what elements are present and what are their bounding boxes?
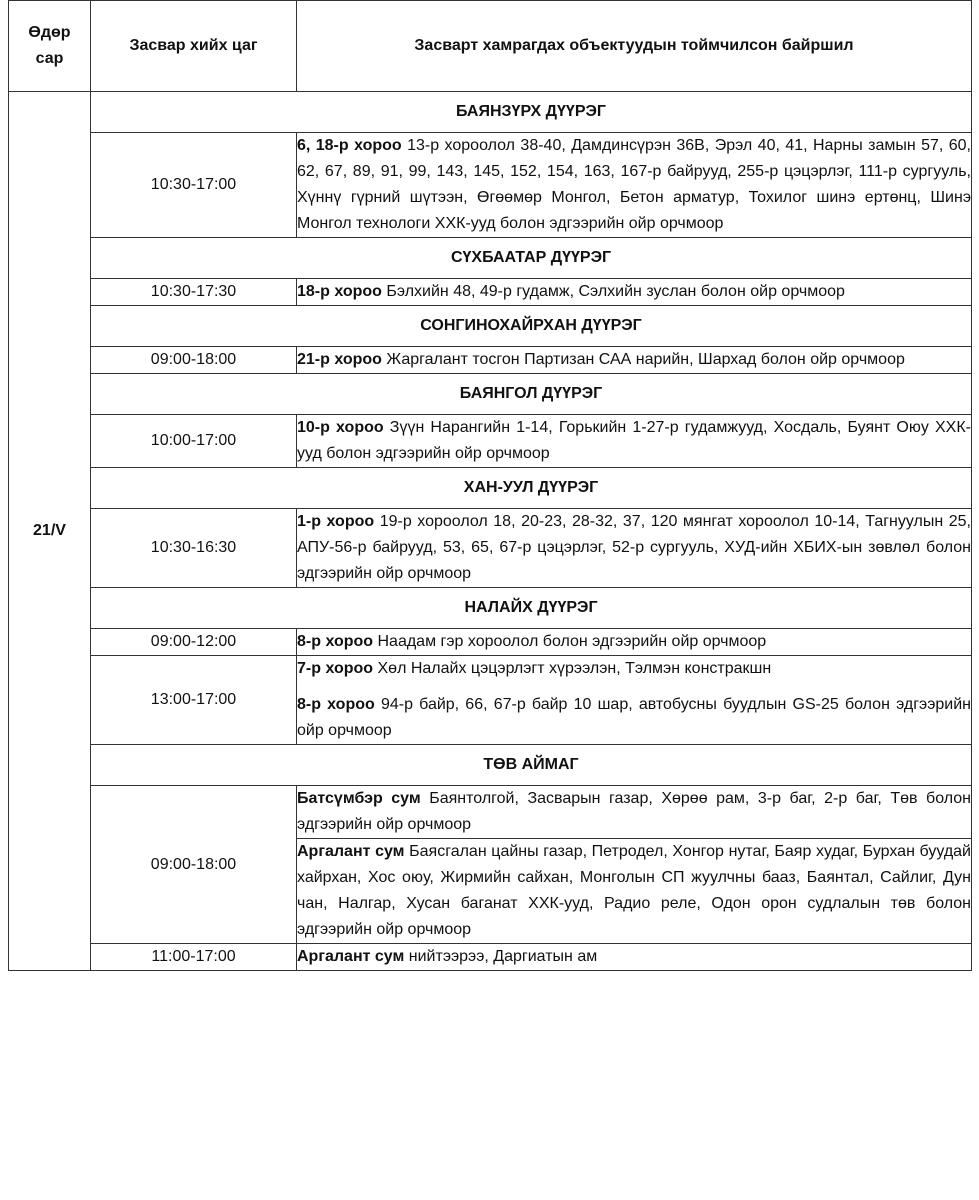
district-row — [9, 374, 972, 415]
district-name: НАЛАЙХ ДҮҮРЭГ — [91, 588, 972, 629]
location-paragraph — [297, 786, 971, 838]
khoroo-name: Батсүмбэр сум — [297, 790, 421, 807]
schedule-row — [9, 279, 972, 306]
location-text: нийтээрээ, Даргиатын ам — [404, 948, 598, 965]
header-row — [9, 1, 972, 92]
location-text: 19-р хороолол 18, 20-23, 28-32, 37, 120 мянгат хороолол 10-14, Тагнуулын 25, АПУ-56-р байрууд, 53, 65, 67-р цэцэрлэг, 52-р сургууль, ХУД-ийн ХБИХ-ын зөвлөл болон эдгээрийн ойр орчмоор — [297, 513, 971, 582]
schedule-row — [9, 347, 972, 374]
maintenance-schedule-table — [8, 0, 972, 971]
header-locations: Засварт хамрагдах объектуудын тоймчилсон байршил — [297, 1, 972, 92]
khoroo-name: 1-р хороо — [297, 513, 375, 530]
location-paragraph — [297, 944, 971, 970]
time-cell: 09:00-18:00 — [91, 347, 297, 374]
location-paragraph — [297, 692, 971, 744]
district-row — [9, 468, 972, 509]
location-text: Баясгалан цайны газар, Петродел, Хонгор нутаг, Баяр худаг, Бурхан буудай хайрхан, Хос оюу, Жирмийн сайхан, Монголын СП жуулчны бааз, Баянтал, Сайлиг, Дун чан, Налгар, Хусан баганат ХХК-ууд, Радио реле, Одон орон судлалын төв болон эдгээрийн ойр орчмоор — [297, 843, 971, 938]
location-text: 94-р байр, 66, 67-р байр 10 шар, автобусны буудлын GS-25 болон эдгээрийн ойр орчмоор — [297, 696, 971, 739]
time-cell: 10:00-17:00 — [91, 415, 297, 468]
district-name: ХАН-УУЛ ДҮҮРЭГ — [91, 468, 972, 509]
header-date-label: Өдөр — [28, 24, 71, 41]
location-cell — [297, 839, 972, 944]
khoroo-name: 8-р хороо — [297, 696, 375, 713]
location-paragraph — [297, 347, 971, 373]
location-paragraph — [297, 133, 971, 237]
time-cell: 10:30-17:00 — [91, 133, 297, 238]
location-cell — [297, 509, 972, 588]
location-text: Хөл Налайх цэцэрлэгт хүрээлэн, Тэлмэн констракшн — [373, 660, 772, 677]
schedule-row — [9, 415, 972, 468]
location-text: Баянтолгой, Засварын газар, Хөрөө рам, 3-р баг, 2-р баг, Төв болон эдгээрийн ойр орчмоор — [297, 790, 972, 833]
location-paragraph — [297, 279, 971, 305]
location-paragraph — [297, 656, 971, 682]
location-paragraph — [297, 629, 971, 655]
khoroo-name: 21-р хороо — [297, 351, 382, 368]
time-cell: 09:00-18:00 — [91, 786, 297, 944]
location-text: Зүүн Нарангийн 1-14, Горькийн 1-27-р гудамжууд, Хосдаль, Буянт Оюу ХХК-ууд болон эдгээрийн ойр орчмоор — [297, 419, 972, 462]
schedule-row — [9, 509, 972, 588]
location-paragraph — [297, 415, 971, 467]
location-cell — [297, 656, 972, 745]
time-cell: 10:30-17:30 — [91, 279, 297, 306]
schedule-body — [9, 92, 972, 971]
khoroo-name: Аргалант сум — [297, 843, 405, 860]
district-name: БАЯНЗҮРХ ДҮҮРЭГ — [91, 92, 972, 133]
location-text: Наадам гэр хороолол болон эдгээрийн ойр орчмоор — [373, 633, 767, 650]
location-cell — [297, 944, 972, 971]
header-repair-time: Засвар хийх цаг — [91, 1, 297, 92]
khoroo-name: 7-р хороо — [297, 660, 374, 677]
location-text: 13-р хороолол 38-40, Дамдинсүрэн 36В, Эрэл 40, 41, Нарны замын 57, 60, 62, 67, 89, 91, 99, 143, 145, 152, 154, 163, 167-р байрууд, 255-р цэцэрлэг, 111-р сургууль, Хүннү гүрний шүтээн, Өгөөмөр Монгол, Бетон арматур, Тохилог шинэ ертөнц, Шинэ Монгол технологи ХХК-ууд болон эдгээрийн ойр орчмоор — [297, 137, 972, 232]
district-row — [9, 238, 972, 279]
district-name: ТӨВ АЙМАГ — [91, 745, 972, 786]
schedule-row — [9, 656, 972, 745]
header-date-month — [9, 1, 91, 92]
location-cell — [297, 279, 972, 306]
location-cell — [297, 347, 972, 374]
schedule-row — [9, 629, 972, 656]
location-text: Бэлхийн 48, 49-р гудамж, Сэлхийн зуслан болон ойр орчмоор — [381, 283, 845, 300]
time-cell: 10:30-16:30 — [91, 509, 297, 588]
khoroo-name: 8-р хороо — [297, 633, 374, 650]
district-row — [9, 92, 972, 133]
location-text: Жаргалант тосгон Партизан САА нарийн, Шархад болон ойр орчмоор — [381, 351, 905, 368]
location-paragraph — [297, 509, 971, 587]
khoroo-name: 18-р хороо — [297, 283, 382, 300]
schedule-row — [9, 786, 972, 839]
district-row — [9, 745, 972, 786]
location-paragraph — [297, 839, 971, 943]
district-name: БАЯНГОЛ ДҮҮРЭГ — [91, 374, 972, 415]
district-row — [9, 588, 972, 629]
location-cell — [297, 786, 972, 839]
khoroo-name: 10-р хороо — [297, 419, 384, 436]
date-cell: 21/V — [9, 92, 91, 971]
district-name: СҮХБААТАР ДҮҮРЭГ — [91, 238, 972, 279]
schedule-row — [9, 944, 972, 971]
location-cell — [297, 629, 972, 656]
header-month-label: сар — [35, 50, 64, 67]
district-name: СОНГИНОХАЙРХАН ДҮҮРЭГ — [91, 306, 972, 347]
location-cell — [297, 133, 972, 238]
time-cell: 09:00-12:00 — [91, 629, 297, 656]
khoroo-name: 6, 18-р хороо — [297, 137, 402, 154]
time-cell: 13:00-17:00 — [91, 656, 297, 745]
time-cell: 11:00-17:00 — [91, 944, 297, 971]
schedule-row — [9, 133, 972, 238]
district-row — [9, 306, 972, 347]
location-cell — [297, 415, 972, 468]
khoroo-name: Аргалант сум — [297, 948, 405, 965]
